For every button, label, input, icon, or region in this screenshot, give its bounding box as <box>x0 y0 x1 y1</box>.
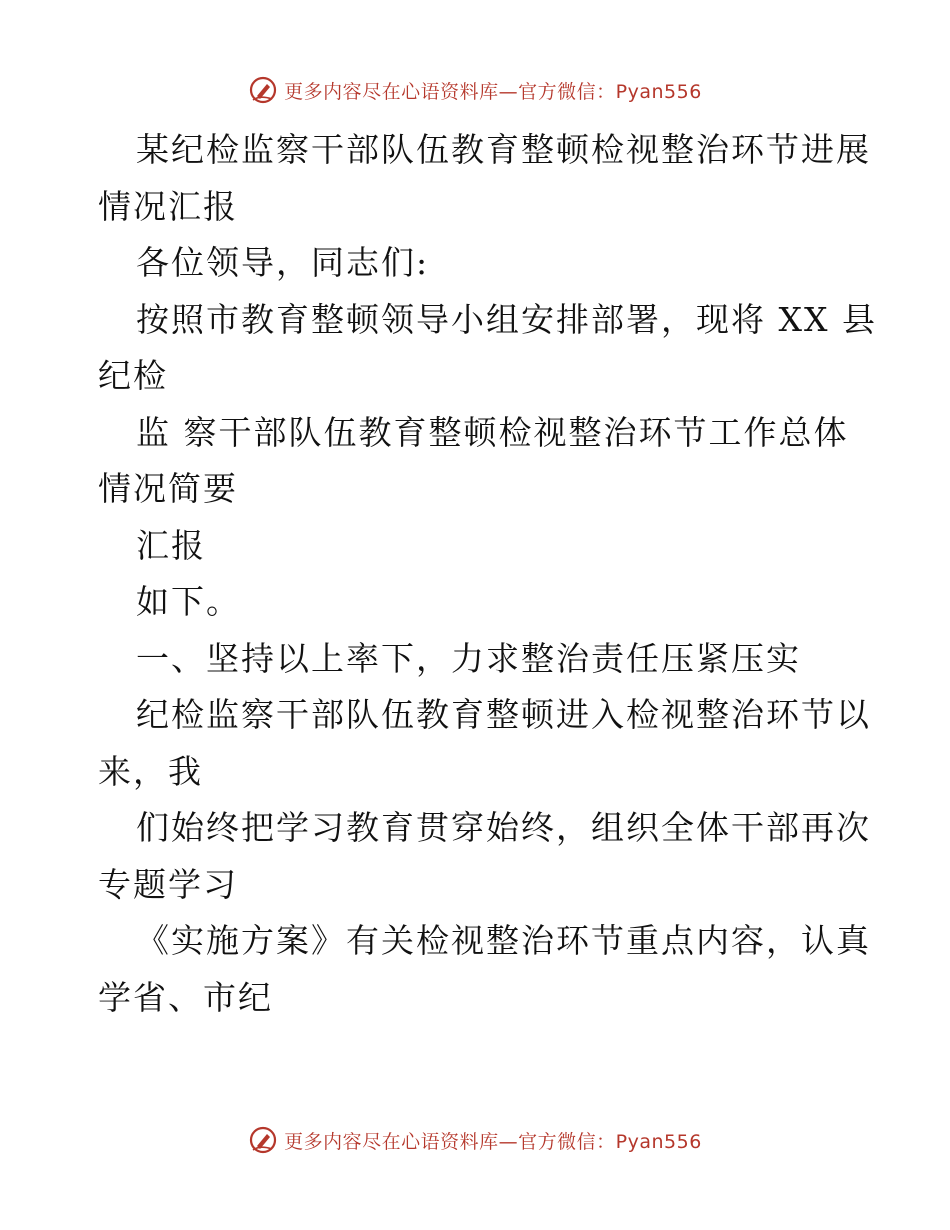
text-line: 情况汇报 <box>98 186 238 226</box>
text-line: 学省、市纪 <box>98 977 273 1017</box>
text-line: 情况简要 <box>98 469 238 508</box>
text-line: 监 察干部队伍教育整顿检视整治环节工作总体 <box>136 412 849 452</box>
text-line: 《实施方案》有关检视整治环节重点内容，认真 <box>136 921 871 960</box>
text-line: 一、坚持以上率下，力求整治责任压紧压实 <box>136 638 801 678</box>
watermark-header <box>0 70 950 110</box>
text-line: 纪检 <box>98 356 168 395</box>
text-line: 纪检监察干部队伍教育整顿进入检视整治环节以 <box>136 695 871 734</box>
watermark-footer <box>0 1120 950 1160</box>
text-line: 按照市教育整顿领导小组安排部署，现将 XX 县 <box>136 299 877 339</box>
watermark-text: 更多内容尽在心语资料库—官方微信：Pyan556 <box>284 1130 702 1153</box>
text-line: 某纪检监察干部队伍教育整顿检视整治环节进展 <box>136 130 871 169</box>
text-line: 来，我 <box>98 751 203 791</box>
text-line: 们始终把学习教育贯穿始终，组织全体干部再次 <box>136 808 871 847</box>
text-line: 专题学习 <box>98 864 238 904</box>
text-line: 汇报 <box>136 525 206 565</box>
text-line: 如下。 <box>136 582 241 621</box>
watermark-text: 更多内容尽在心语资料库—官方微信：Pyan556 <box>284 80 702 103</box>
pen-logo-icon <box>248 75 278 105</box>
document-body <box>98 122 877 1026</box>
text-line: 各位领导，同志们: <box>136 243 430 282</box>
pen-logo-icon <box>248 1125 278 1155</box>
